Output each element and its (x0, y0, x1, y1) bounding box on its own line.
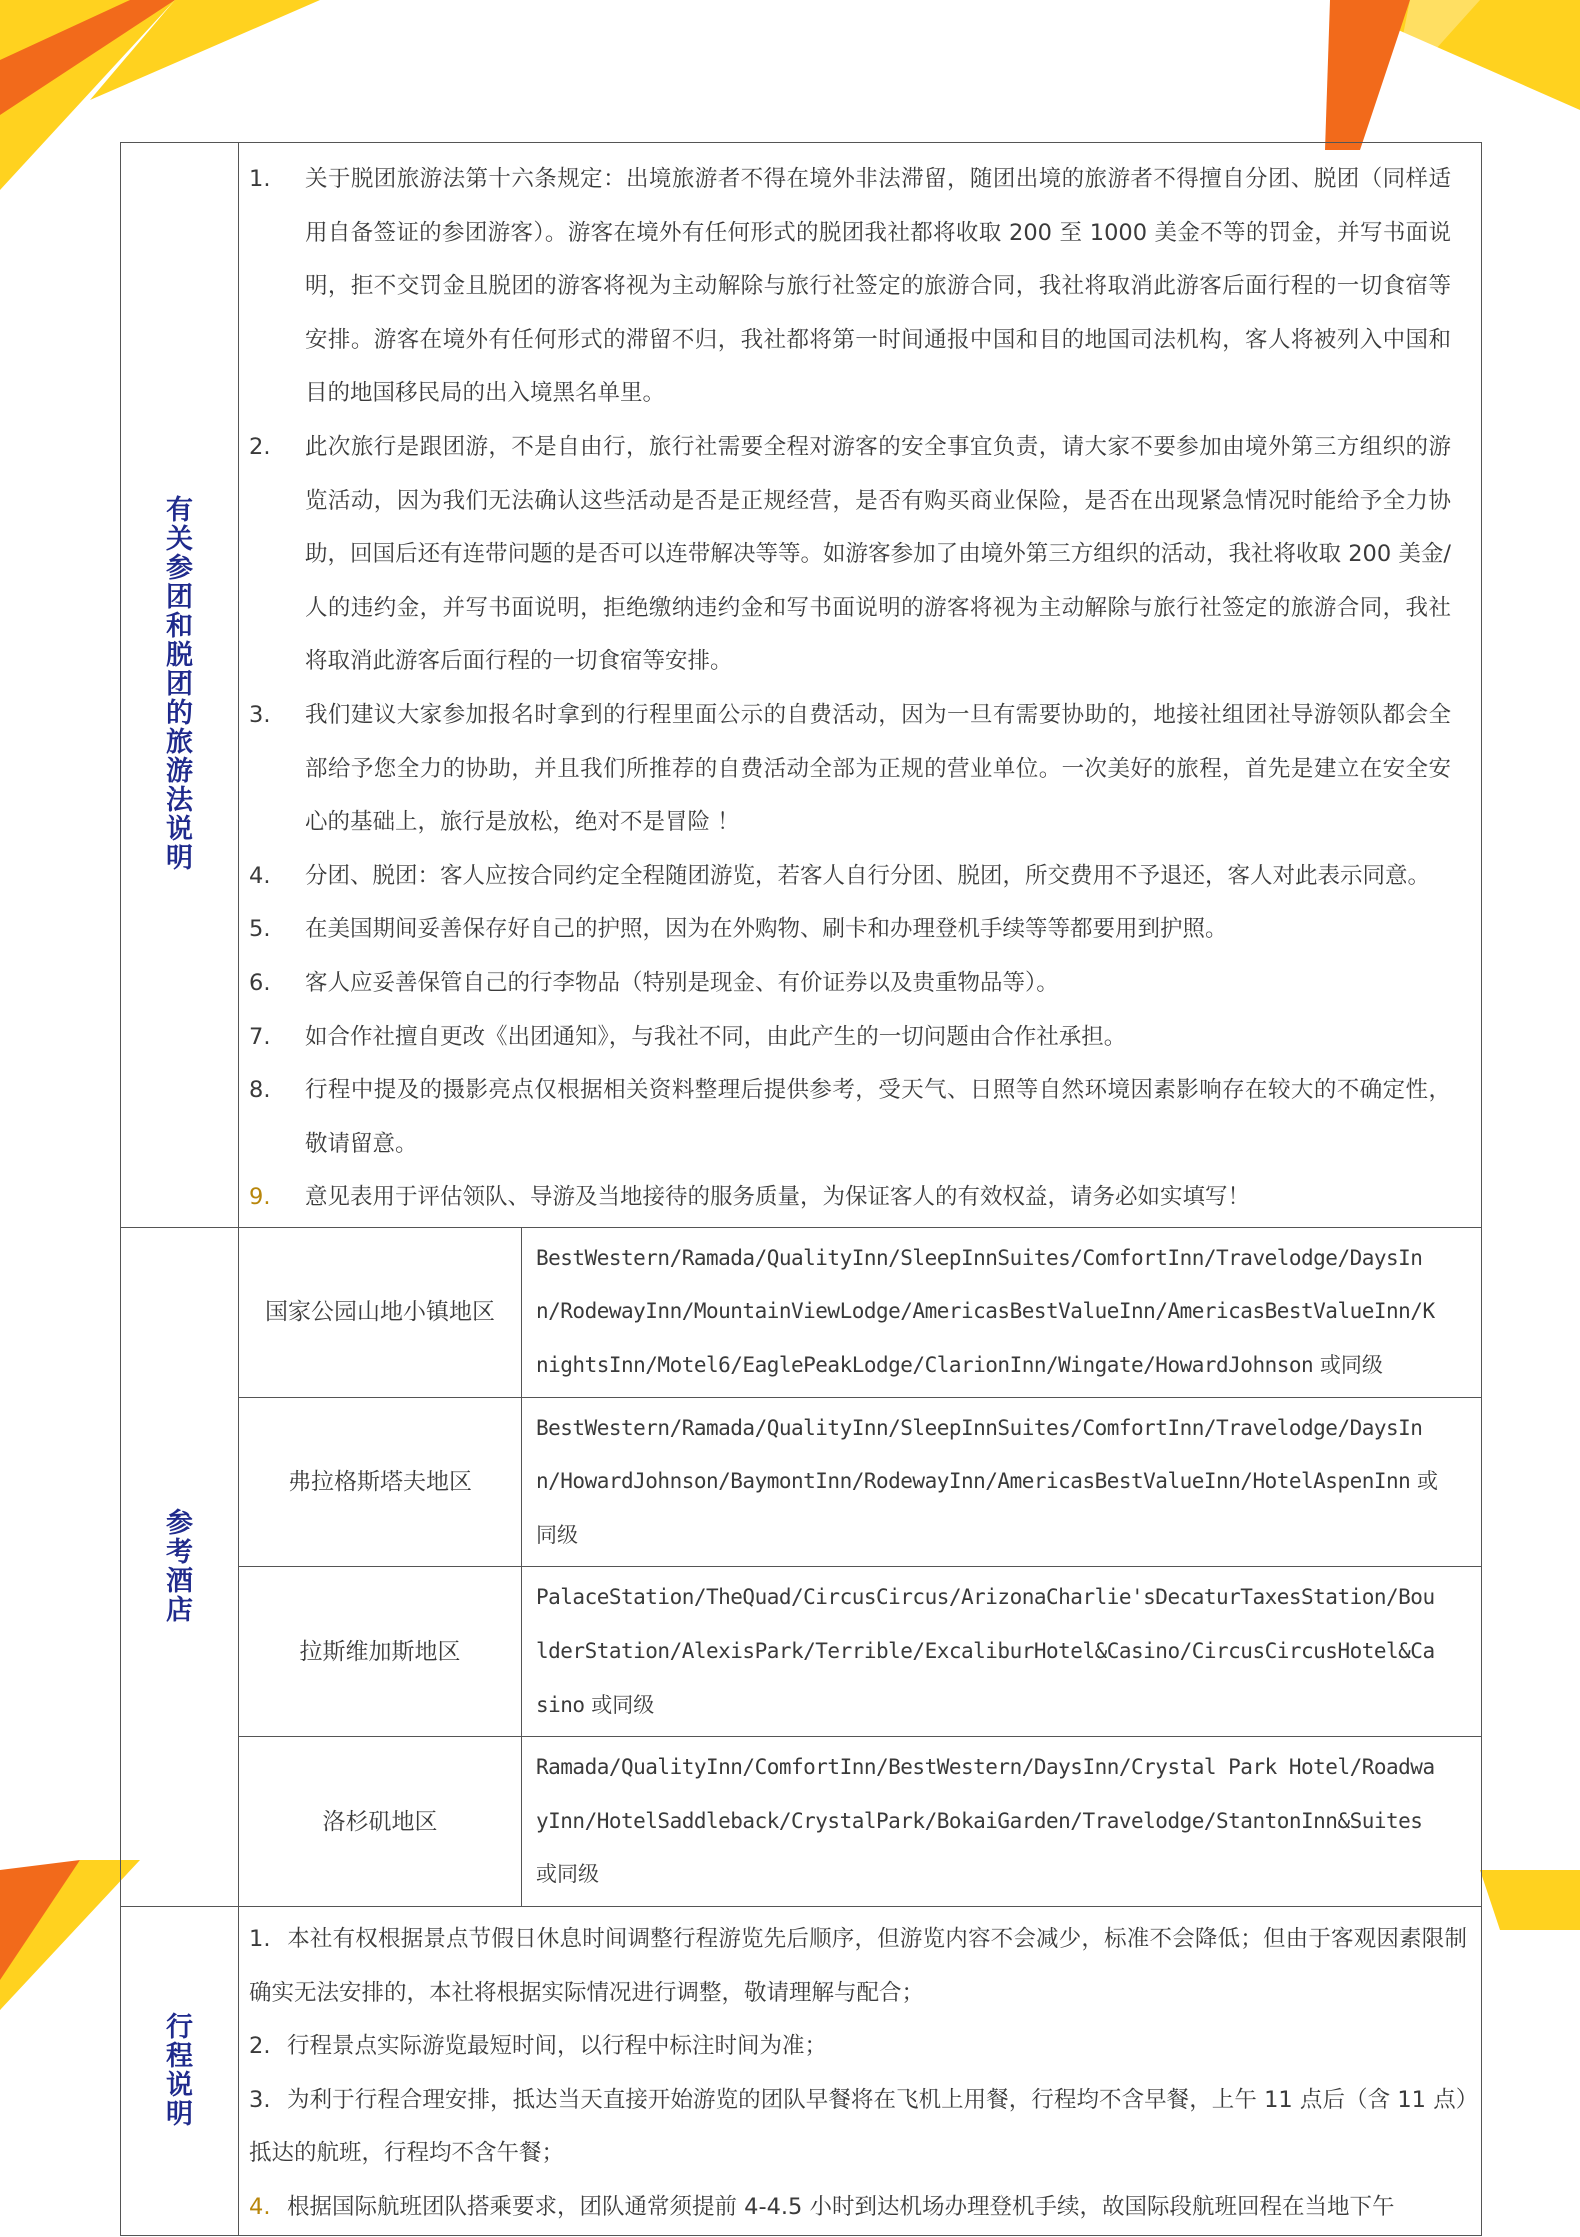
itinerary-section (121, 1907, 1482, 2236)
hotels-category-cell (121, 1227, 239, 1906)
list-item: 6. 客人应妥善保管自己的行李物品（特别是现金、有价证券以及贵重物品等）。 (249, 969, 1059, 996)
table-row (239, 1737, 1481, 1906)
hotel-list: PalaceStation/TheQuad/CircusCircus/ArizonaCharlie'sDecaturTaxesStation/BoulderStation/AlexisPark/Terrible/ExcaliburHotel&Casino/CircusCircusHotel&Casino 或同级 (522, 1567, 1482, 1737)
hotel-list: BestWestern/Ramada/QualityInn/SleepInnSuites/ComfortInn/Travelodge/DaysInn/HowardJohnson/BaymontInn/RodewayInn/AmericasBestValueInn/HotelAspenInn 或同级 (522, 1397, 1482, 1567)
list-item: 4. 分团、脱团：客人应按合同约定全程随团游览，若客人自行分团、脱团，所交费用不予退还，客人对此表示同意。 (249, 862, 1431, 889)
itinerary-category-cell (121, 1907, 239, 2236)
info-table (120, 142, 1482, 2236)
hotels-category: 参考酒店 (166, 1507, 193, 1626)
list-item: 3. 我们建议大家参加报名时拿到的行程里面公示的自费活动，因为一旦有需要协助的，地接社组团社导游领队都会全部给予您全力的协助，并且我们所推荐的自费活动全部为正规的营业单位。一次美好的旅程，首先是建立在安全安心的基础上，旅行是放松，绝对不是冒险 ！ (249, 701, 1451, 836)
hotel-region: 洛杉矶地区 (239, 1737, 522, 1906)
list-item: 8. 行程中提及的摄影亮点仅根据相关资料整理后提供参考，受天气、日照等自然环境因素影响存在较大的不确定性，敬请留意。 (249, 1077, 1451, 1157)
hotel-table (239, 1228, 1481, 1906)
table-row (239, 1567, 1481, 1737)
tour-law-section (121, 143, 1482, 1228)
itinerary-notes (239, 1907, 1481, 2235)
hotel-list: Ramada/QualityInn/ComfortInn/BestWestern/DaysInn/Crystal Park Hotel/RoadwayInn/HotelSaddleback/CrystalPark/BokaiGarden/Travelodge/StantonInn&Suites 或同级 (522, 1737, 1482, 1906)
tour-law-category: 有关参团和脱团的旅游法说明 (166, 495, 193, 875)
tour-law-list (239, 143, 1481, 1227)
hotel-region: 拉斯维加斯地区 (239, 1567, 522, 1737)
hotels-section (121, 1227, 1482, 1906)
top-right-decoration (1300, 0, 1580, 150)
right-middle-decoration (1480, 1870, 1580, 1960)
table-row (239, 1397, 1481, 1567)
list-item: 3. 为利于行程合理安排，抵达当天直接开始游览的团队早餐将在飞机上用餐，行程均不含早餐，上午 11 点后（含 11 点）抵达的航班，行程均不含午餐； (249, 2086, 1467, 2167)
list-item: 2. 行程景点实际游览最短时间，以行程中标注时间为准； (249, 2033, 828, 2060)
list-item: 2. 此次旅行是跟团游，不是自由行，旅行社需要全程对游客的安全事宜负责，请大家不要参加由境外第三方组织的游览活动，因为我们无法确认这些活动是否是正规经营，是否有购买商业保险，是否在出现紧急情况时能给予全力协助，回国后还有连带问题的是否可以连带解决等等。如游客参加了由境外第三方组织的活动，我社将收取 200 美金/人的违约金，并写书面说明，拒绝缴纳违约金和写书面说明的游客将视为主动解除与旅行社签定的旅游合同，我社将取消此游客后面行程的一切食宿等安排。 (249, 433, 1451, 675)
tour-law-category-cell (121, 143, 239, 1228)
list-item: 4. 根据国际航班团队搭乘要求，团队通常须提前 4-4.5 小时到达机场办理登机手续，故国际段航班回程在当地下午 (249, 2193, 1395, 2220)
hotel-list: BestWestern/Ramada/QualityInn/SleepInnSuites/ComfortInn/Travelodge/DaysInn/RodewayInn/MountainViewLodge/AmericasBestValueInn/AmericasBestValueInn/KnightsInn/Motel6/EaglePeakLodge/ClarionInn/Wingate/HowardJohnson 或同级 (522, 1228, 1482, 1397)
list-item: 5. 在美国期间妥善保存好自己的护照，因为在外购物、刷卡和办理登机手续等等都要用到护照。 (249, 916, 1228, 943)
table-row (239, 1228, 1481, 1397)
hotel-region: 国家公园山地小镇地区 (239, 1228, 522, 1397)
list-item: 1. 本社有权根据景点节假日休息时间调整行程游览先后顺序，但游览内容不会减少，标准不会降低；但由于客观因素限制确实无法安排的，本社将根据实际情况进行调整，敬请理解与配合； (249, 1926, 1467, 2006)
list-item: 9. 意见表用于评估领队、导游及当地接待的服务质量，为保证客人的有效权益，请务必如实填写！ (249, 1184, 1251, 1211)
left-middle-decoration (0, 1860, 140, 2040)
list-item: 7. 如合作社擅自更改《出团通知》，与我社不同，由此产生的一切问题由合作社承担。 (249, 1023, 1127, 1050)
hotel-region: 弗拉格斯塔夫地区 (239, 1397, 522, 1567)
itinerary-category: 行程说明 (166, 2011, 193, 2130)
list-item: 1. 关于脱团旅游法第十六条规定：出境旅游者不得在境外非法滞留，随团出境的旅游者不得擅自分团、脱团（同样适用自备签证的参团游客）。游客在境外有任何形式的脱团我社都将收取 200 至 1000 美金不等的罚金，并写书面说明，拒不交罚金且脱团的游客将视为主动解除与旅行社签定的旅游合同，我社将取消此游客后面行程的一切食宿等安排。游客在境外有任何形式的滞留不归，我社都将第一时间通报中国和目的地国司法机构，客人将被列入中国和目的地国移民局的出入境黑名单里。 (249, 166, 1451, 407)
